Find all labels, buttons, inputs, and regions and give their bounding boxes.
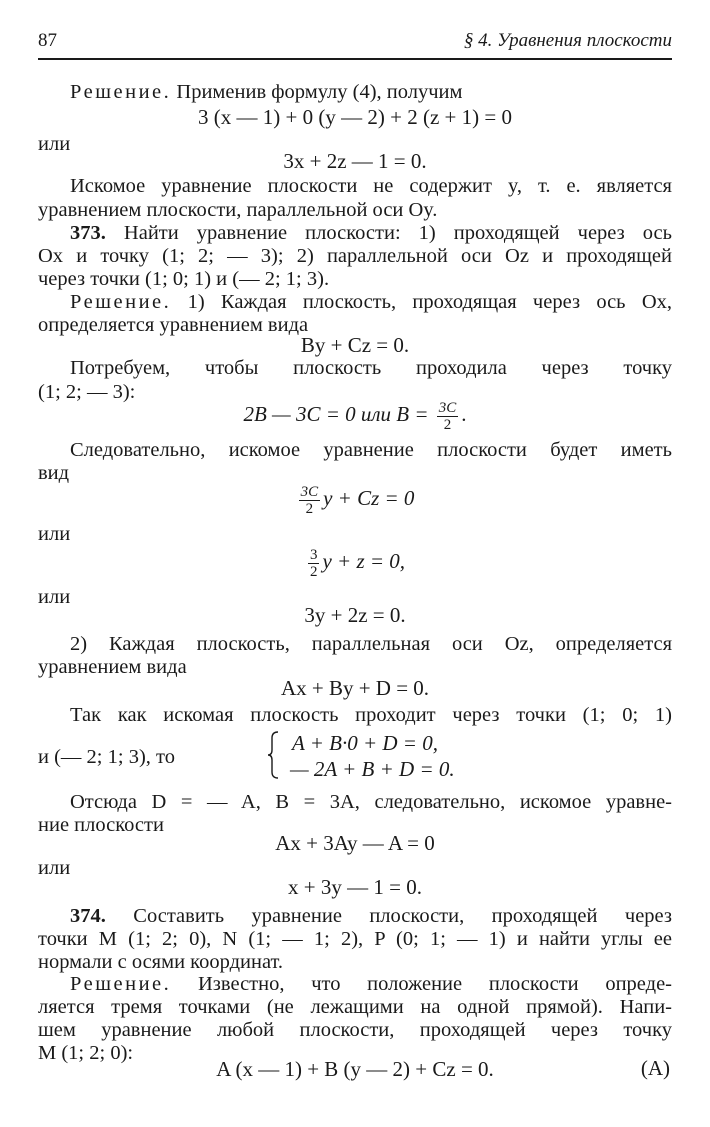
equation-1: 3 (x — 1) + 0 (y — 2) + 2 (z + 1) = 0 — [198, 105, 512, 129]
text-line: определяется уравнением вида — [38, 314, 309, 336]
text-line: (1; 2; — 3): — [38, 381, 136, 403]
text-line: уравнением вида — [38, 656, 187, 678]
text-line: вид — [38, 462, 70, 484]
solution-label: Решение. — [70, 81, 172, 103]
text-line: Ox и точку (1; 2; — 3); 2) параллельной оси Oz и проходящей — [38, 245, 672, 267]
solution-373: Решение. 1) Каждая плоскость, проходящая через ось Ox, — [70, 291, 672, 313]
running-header: § 4. Уравнения плоскости — [463, 30, 672, 51]
equation-label: (A) — [640, 1056, 670, 1080]
text-line: 2) Каждая плоскость, параллельная оси Oz, определяется — [70, 633, 672, 655]
page-number: 87 — [38, 30, 57, 51]
equation-9: Ax + 3Ay — A = 0 — [275, 831, 435, 855]
text-line: шем уравнение любой плоскости, проходящей через точку — [38, 1019, 672, 1041]
text-line: ляется тремя точками (не лежащими на одной прямой). Напи- — [38, 996, 672, 1018]
system-brace — [268, 730, 280, 780]
equation-4: 2B — 3C = 0 или B = $\frac{3C}{2}$ . — [243, 399, 467, 433]
equation-5: $\frac{3C}{2}$ y + Cz = 0 — [300, 483, 415, 517]
text-line: ние плоскости — [38, 814, 164, 836]
text-line: нормали с осями координат. — [38, 951, 284, 973]
text-line: Отсюда D = — A, B = 3A, следовательно, искомое уравне- — [70, 791, 672, 813]
equation-2: 3x + 2z — 1 = 0. — [283, 149, 427, 173]
text-line: точки M (1; 2; 0), N (1; — 1; 2), P (0; 1; — 1) и найти углы ее — [38, 928, 672, 950]
word-ili: или — [38, 857, 71, 879]
equation-6: $\frac{3}{2}$ y + z = 0, — [309, 546, 406, 580]
text-line: через точки (1; 0; 1) и (— 2; 1; 3). — [38, 268, 330, 290]
text-line: Так как искомая плоскость проходит через точки (1; 0; 1) — [70, 704, 672, 726]
solution-label: Решение. — [70, 973, 172, 995]
problem-374: 374. Составить уравнение плоскости, проходящей через — [70, 905, 672, 927]
problem-number: 373. — [70, 222, 106, 244]
problem-373: 373. Найти уравнение плоскости: 1) проходящей через ось — [70, 222, 672, 244]
text-line: M (1; 2; 0): — [38, 1042, 134, 1064]
equation-11: A (x — 1) + B (y — 2) + Cz = 0. — [216, 1057, 494, 1081]
header-rule — [38, 58, 672, 60]
text-line: Искомое уравнение плоскости не содержит y, т. е. является — [70, 175, 672, 197]
system-eq-1: A + B·0 + D = 0, — [292, 731, 438, 755]
word-ili: или — [38, 586, 71, 608]
equation-8: Ax + By + D = 0. — [280, 676, 430, 700]
equation-7: 3y + 2z = 0. — [304, 603, 406, 627]
word-ili: или — [38, 523, 71, 545]
text-line: уравнением плоскости, параллельной оси Oy. — [38, 199, 438, 221]
text-line: Следовательно, искомое уравнение плоскости будет иметь — [70, 439, 672, 461]
solution-intro: Решение. Применив формулу (4), получим — [70, 81, 463, 103]
word-ili: или — [38, 133, 71, 155]
solution-label: Решение. — [70, 291, 172, 313]
equation-10: x + 3y — 1 = 0. — [288, 875, 422, 899]
equation-3: By + Cz = 0. — [300, 333, 410, 357]
text-line: Потребуем, чтобы плоскость проходила через точку — [70, 357, 673, 379]
solution-374: Решение. Известно, что положение плоскости опреде- — [70, 973, 672, 995]
text-line: и (— 2; 1; 3), то — [38, 746, 175, 768]
system-eq-2: — 2A + B + D = 0. — [290, 757, 455, 781]
problem-number: 374. — [70, 905, 106, 927]
